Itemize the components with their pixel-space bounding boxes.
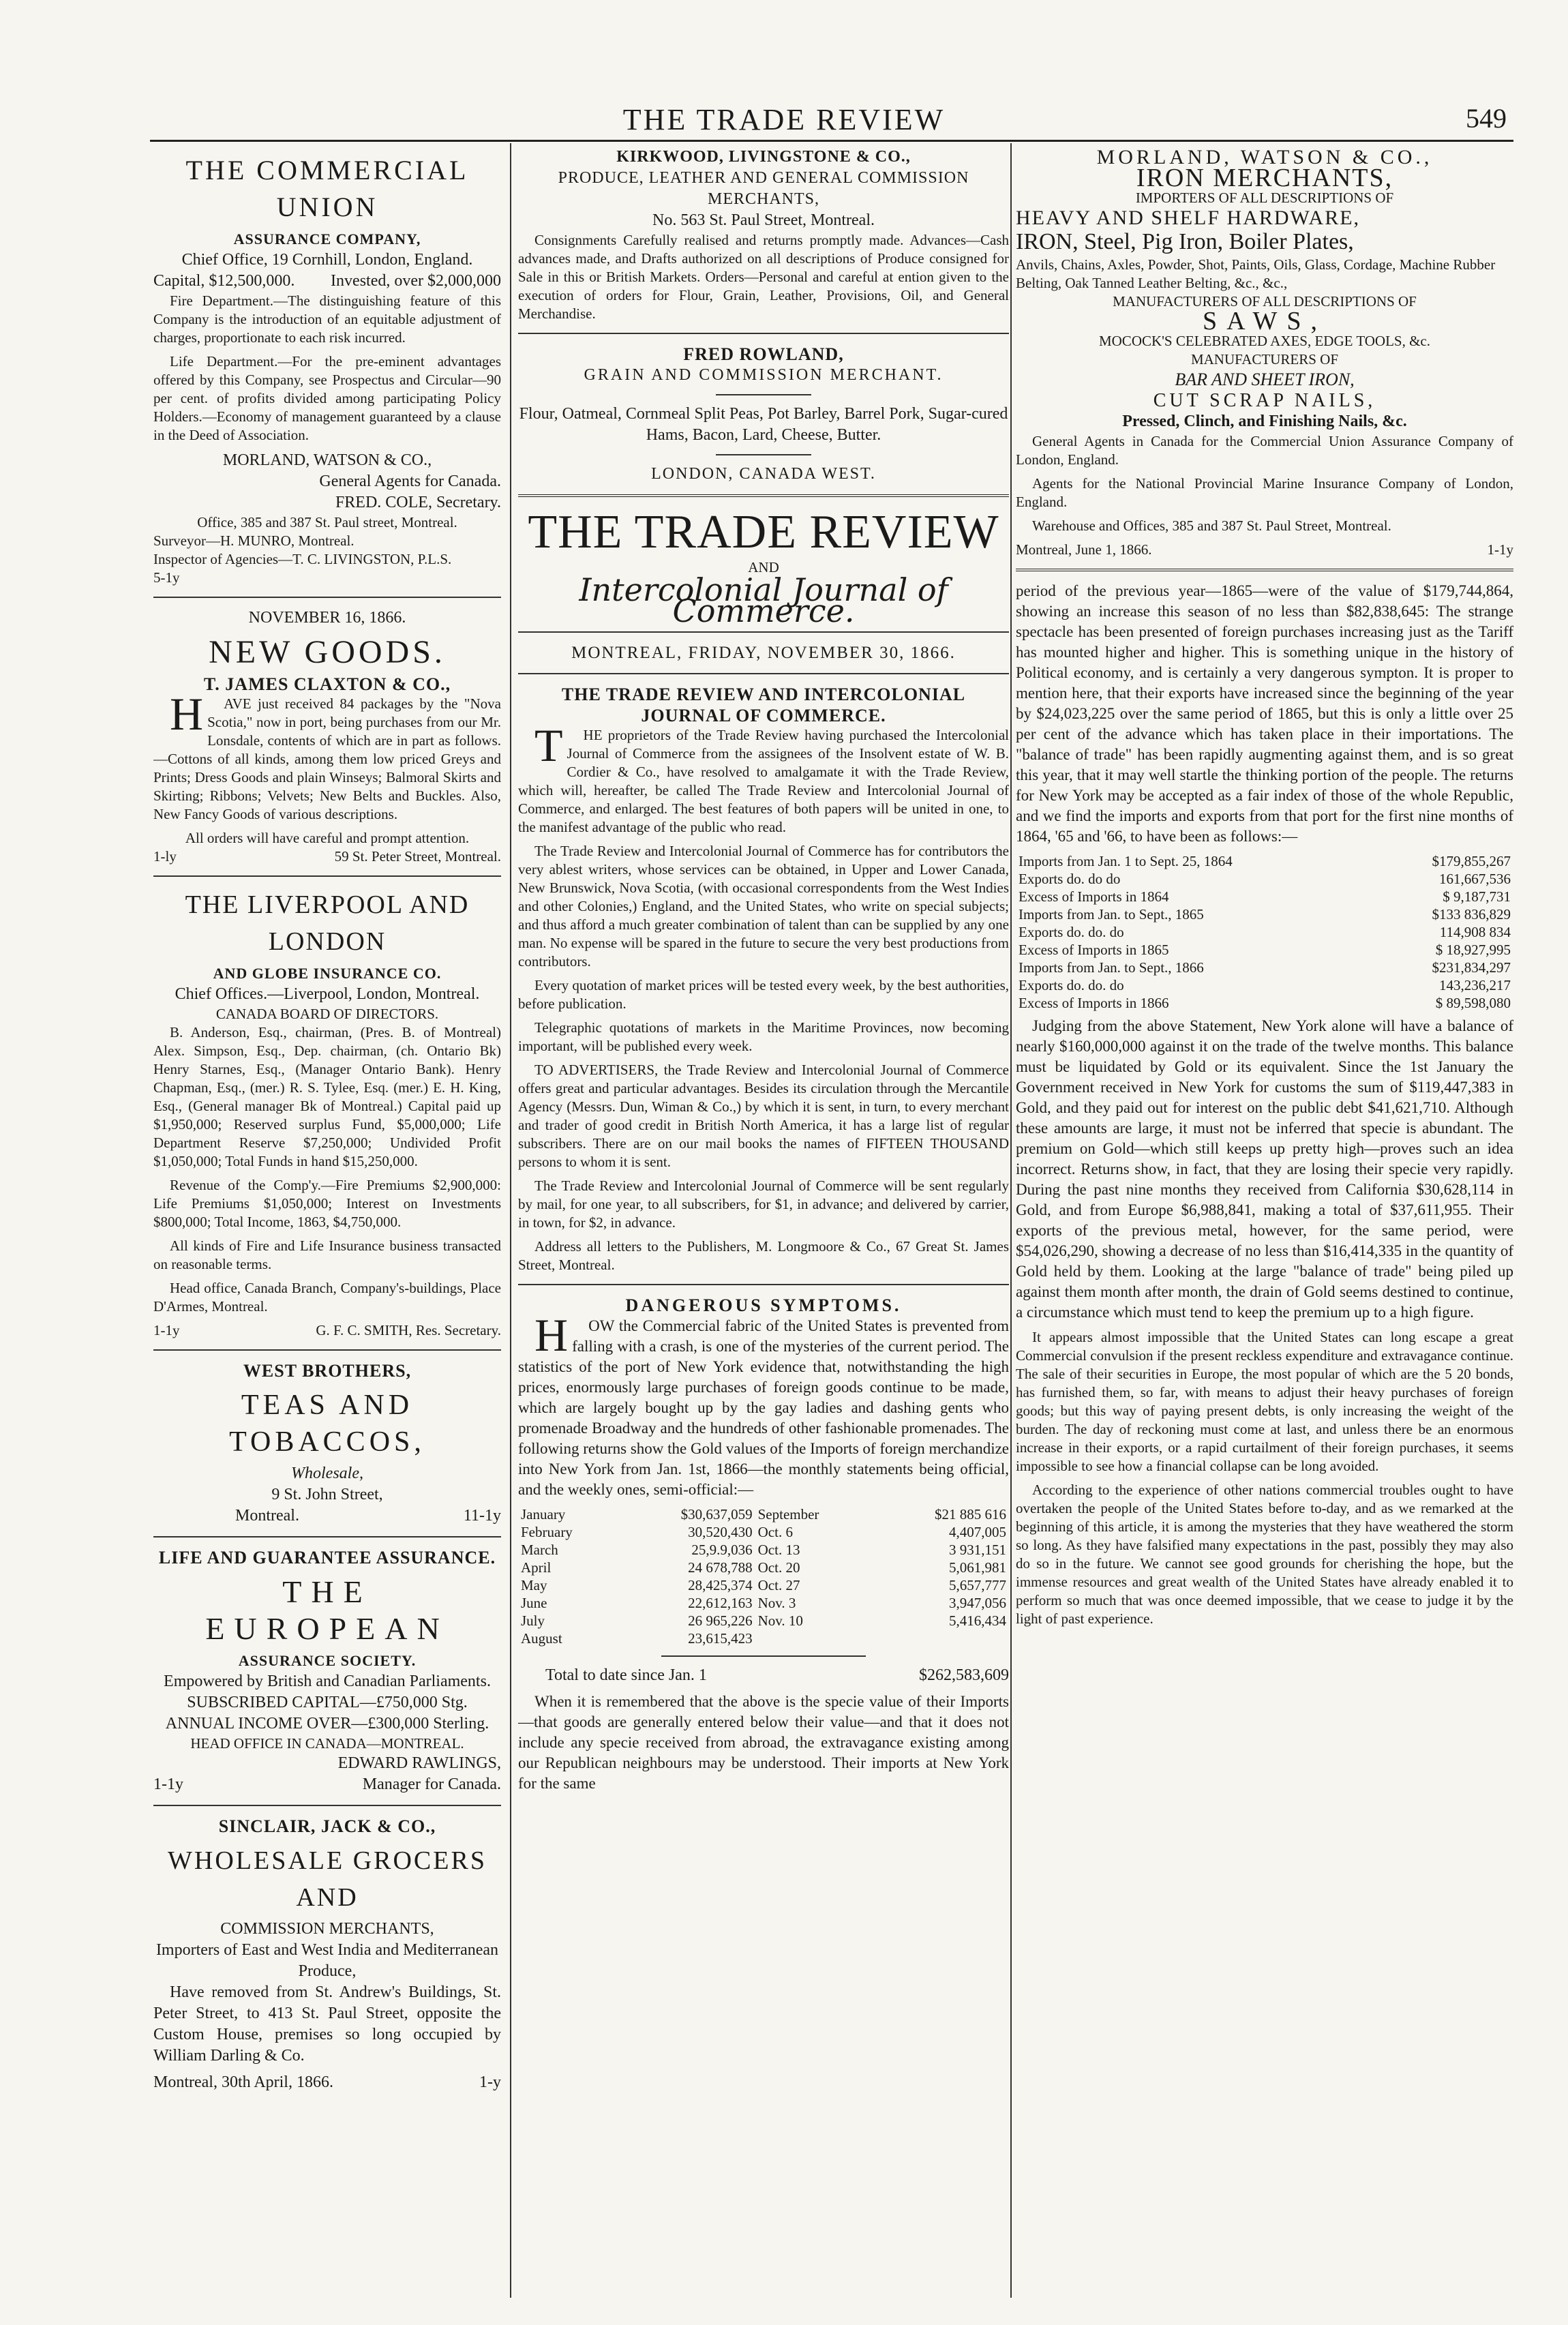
ad-title: MORLAND, WATSON & CO.,: [1096, 147, 1433, 168]
ad-subtitle: PRODUCE, LEATHER AND GENERAL COMMISSION MERCHANTS,: [558, 169, 969, 208]
income: ANNUAL INCOME OVER—£300,000 Sterling.: [165, 1715, 489, 1732]
article-paragraph: TO ADVERTISERS, the Trade Review and Intercolonial Journal of Commerce offers great and particular advantages. Besides its circulation through the Mercantile Agency (Messrs. Dun, Wiman & Co.,) by which it is sent, in turn, to every merchant and trader of good credit in British North America, it has a large list of regular subscribers. There are on our mail books the names of FIFTEEN THOUSAND persons to whom it is sent.: [518, 1062, 1009, 1170]
ad-subtitle: ASSURANCE SOCIETY.: [238, 1652, 417, 1669]
table-row: [518, 1523, 1009, 1541]
month-cell: March: [521, 1542, 558, 1558]
label-cell: Excess of Imports in 1865: [1019, 942, 1169, 958]
address: Office, 385 and 387 St. Paul street, Montreal.: [197, 514, 457, 530]
ad-title: NEW GOODS.: [209, 634, 446, 670]
table-row: [1016, 870, 1513, 888]
table-row: [518, 1505, 1009, 1523]
ad-firm: SINCLAIR, JACK & CO.,: [218, 1816, 436, 1836]
month-cell: Nov. 10: [757, 1612, 803, 1629]
value-cell: $133 836,829: [1432, 906, 1511, 922]
divider: [518, 333, 1009, 334]
divider: [518, 631, 1009, 633]
month-cell: Oct. 13: [757, 1542, 800, 1558]
label-cell: Imports from Jan. to Sept., 1865: [1019, 906, 1204, 922]
total-label: Total to date since Jan. 1: [545, 1666, 707, 1684]
value-cell: 143,236,217: [1439, 977, 1511, 993]
article-paragraph: Telegraphic quotations of markets in the Maritime Provinces, now becoming important, will be published every week.: [518, 1019, 1009, 1054]
table-row: [518, 1541, 1009, 1559]
table-row: [1016, 852, 1513, 870]
board: CANADA BOARD OF DIRECTORS.: [215, 1006, 439, 1022]
invested: Invested, over $2,000,000: [331, 272, 501, 290]
table-row: [1016, 959, 1513, 976]
divider: [518, 673, 1009, 674]
article-paragraph: Judging from the above Statement, New York alone will have a balance of nearly $160,000,000 against it on the trade of the twelve months. This balance must be liquidated by Gold or its equivalent. Since the 1st January the Government received in New York for customs the sum of $119,447,383 in Gold, and they paid out for interest on the public debt $41,621,710. Although these amounts are large, it must not be inferred that specie is abundant. The premium on Gold—which still keeps up pretty high—proves such an idea incorrect. Returns show, in fact, that they are losing their specie very rapidly. During the past nine months they received from California $30,628,114 in Gold, and from Europe $6,988,841, making a total of $37,611,955. Their exports of the previous metal, however, for the same period, were $54,026,290, showing a decrease of no less than $16,414,335 in the quantity of Gold held by them. Looking at the large "balance of trade" being piled up against them month after month, the drain of Gold seems destined to continue, a circumstance which must tend to keep the premium up to a high figure.: [1016, 1017, 1513, 1321]
value-cell: $30,637,059: [680, 1506, 753, 1522]
ad-kind: Wholesale,: [291, 1465, 363, 1482]
masthead-and: AND: [748, 559, 779, 575]
value-cell: $21 885 616: [935, 1506, 1006, 1522]
short-rule: [716, 394, 811, 395]
double-rule: [1016, 569, 1513, 571]
empowered: Empowered by British and Canadian Parliaments.: [164, 1672, 491, 1690]
ad-date: NOVEMBER 16, 1866.: [248, 609, 406, 627]
total-value: $262,583,609: [919, 1666, 1009, 1684]
month-cell: September: [757, 1506, 819, 1522]
importers: Importers of East and West India and Mediterranean Produce,: [155, 1941, 499, 1980]
term: 1-1y: [153, 1775, 183, 1793]
ad-title: THE EUROPEAN: [205, 1574, 449, 1646]
inspector: Inspector of Agencies—T. C. LIVINGSTON, P.L.S.: [153, 551, 452, 567]
month-cell: April: [521, 1559, 552, 1576]
ad-footer: [153, 1505, 501, 1527]
ad-subtitle: AND GLOBE INSURANCE CO.: [213, 965, 442, 982]
value-cell: $ 89,598,080: [1435, 995, 1511, 1011]
column-2: [518, 147, 1009, 2294]
commercial-union-ad: [153, 152, 501, 587]
article-title: THE TRADE REVIEW AND INTERCOLONIAL JOURNAL OF COMMERCE.: [561, 685, 966, 725]
importers: IMPORTERS OF ALL DESCRIPTIONS OF: [1135, 190, 1394, 206]
month-cell: Oct. 27: [757, 1577, 800, 1593]
total-row: [518, 1665, 1009, 1686]
month-cell: Oct. 6: [757, 1524, 793, 1540]
month-cell: August: [521, 1630, 562, 1647]
table-row: [1016, 994, 1513, 1012]
value-cell: 30,520,430: [688, 1524, 753, 1540]
article-title: DANGEROUS SYMPTOMS.: [625, 1295, 902, 1315]
term: 1-1y: [1487, 541, 1513, 558]
masthead-subtitle: Intercolonial Journal of Commerce.: [579, 571, 948, 629]
capital: Capital, $12,500,000.: [153, 272, 295, 290]
editorial-article: [518, 684, 1009, 1274]
month-cell: January: [521, 1506, 566, 1522]
cut-nails: CUT SCRAP NAILS,: [1153, 390, 1376, 411]
ad-label: LIFE AND GUARANTEE ASSURANCE.: [158, 1548, 496, 1567]
ad-role: GRAIN AND COMMISSION MERCHANT.: [584, 366, 944, 384]
capital: SUBSCRIBED CAPITAL—£750,000 Stg.: [187, 1694, 468, 1711]
column-3: [1016, 147, 1513, 2294]
table-row: [1016, 888, 1513, 905]
month-cell: Nov. 3: [757, 1595, 796, 1611]
label-cell: Imports from Jan. 1 to Sept. 25, 1864: [1019, 853, 1233, 869]
ad-name: FRED ROWLAND,: [683, 344, 844, 364]
heavy: HEAVY AND SHELF HARDWARE,: [1016, 207, 1361, 229]
date: Montreal, 30th April, 1866.: [153, 2073, 333, 2091]
value-cell: 5,657,777: [949, 1577, 1006, 1593]
divider: [518, 1284, 1009, 1285]
column-rule: [510, 143, 511, 2298]
article-paragraph: Every quotation of market prices will be tested every week, by the best authorities, before publication.: [518, 977, 1009, 1012]
life-department: Life Department.—For the pre-eminent advantages offered by this Company, see Prospectus and Circular—90 per cent. of profits divided among participating Policy Holders.—Economy of management guaranteed by a clause in the Deed of Association.: [153, 353, 501, 443]
label-cell: Excess of Imports in 1866: [1019, 995, 1169, 1011]
city: Montreal.: [235, 1507, 299, 1525]
label-cell: Exports do. do do: [1019, 871, 1121, 887]
value-cell: 3 931,151: [949, 1542, 1006, 1558]
date: Montreal, June 1, 1866.: [1016, 541, 1152, 558]
masthead-title: THE TRADE REVIEW: [528, 506, 999, 558]
directors: B. Anderson, Esq., chairman, (Pres. B. of Montreal) Alex. Simpson, Esq., Dep. chairman, (ch. Ontario Bk) Henry Starnes, Esq., (Manager Ontario Bank). Henry Chapman, Esq., (mer.) R. S. Tylee, Esq. (mer.) E. H. King, Esq., (General manager Bk of Montreal.) Capital paid up $1,950,000; Reserved surplus Fund, $5,000,000; Life Department Reserve $7,250,000; Undivided Profit $1,050,000; Total Funds in hand $15,250,000.: [153, 1024, 501, 1169]
morland-ad: [1016, 147, 1513, 559]
value-cell: 22,612,163: [688, 1595, 753, 1611]
label-cell: Exports do. do. do: [1019, 924, 1124, 940]
term: 11-1y: [463, 1507, 501, 1525]
table-row: [518, 1612, 1009, 1630]
surveyor: Surveyor—H. MUNRO, Montreal.: [153, 532, 355, 549]
ad-title: TEAS AND TOBACCOS,: [229, 1390, 425, 1458]
article-paragraph: When it is remembered that the above is the specie value of their Imports—that goods are generally entered below their value—and that it does not include any specie received from abroad, the extravagance existing among our Republican neighbours may be understood. Their imports at New York for the same: [518, 1693, 1009, 1792]
value-cell: $ 18,927,995: [1435, 942, 1511, 958]
month-cell: May: [521, 1577, 547, 1593]
ad-firm: T. JAMES CLAXTON & CO.,: [203, 674, 451, 694]
head-office: Head office, Canada Branch, Company's-buildings, Place D'Armes, Montreal.: [153, 1280, 501, 1315]
page-title: THE TRADE REVIEW: [622, 103, 946, 136]
value-cell: [873, 1630, 1009, 1647]
month-cell: June: [521, 1595, 547, 1611]
ad-address: No. 563 St. Paul Street, Montreal.: [652, 211, 875, 229]
kirkwood-ad: [518, 147, 1009, 323]
agents: Agents for the National Provincial Marine Insurance Company of London, England.: [1016, 475, 1513, 510]
ad-title: WHOLESALE GROCERS AND: [168, 1846, 487, 1912]
saws: SAWS,: [1202, 307, 1327, 335]
article-continuation: [1016, 581, 1513, 1628]
header-rule: [150, 140, 1513, 142]
column-1: [153, 147, 501, 2294]
european-ad: [153, 1547, 501, 1795]
value-cell: 5,061,981: [949, 1559, 1006, 1576]
rowland-ad: [518, 344, 1009, 485]
value-cell: 24 678,788: [688, 1559, 753, 1576]
value-cell: $179,855,267: [1432, 853, 1511, 869]
divider: [153, 1536, 501, 1537]
label-cell: Excess of Imports in 1864: [1019, 888, 1169, 905]
ad-body: Consignments Carefully realised and returns promptly made. Advances—Cash advances made, and Drafts authorized on all descriptions of Produce consigned for Sale in this or British Markets. Orders—Personal and careful at ention given to the execution of orders for Flour, Grain, Leather, Provisions, Oil, and General Merchandise.: [518, 232, 1009, 322]
article-paragraph: It appears almost impossible that the United States can long escape a great Commercial convulsion if the present reckless expenditure and extravagance continue. The sale of their securities in Europe, the most popular of which are the 5 20 bonds, has furnished them, so far, with means to adjust their heavy purchases of foreign goods; but this way of paying present debts, is only increasing the weight of the burden. The day of reckoning must come at last, and unless there be an enormous increase in their exports, or a rapid curtailment of their foreign purchases, it seems impossible to see how a financial collapse can be long avoided.: [1016, 1329, 1513, 1474]
short-rule: [661, 1655, 866, 1657]
label-cell: Imports from Jan. to Sept., 1866: [1019, 959, 1204, 976]
value-cell: 114,908 834: [1439, 924, 1511, 940]
value-cell: $231,834,297: [1432, 959, 1511, 976]
term: 1-y: [479, 2073, 501, 2091]
secretary: FRED. COLE, Secretary.: [335, 494, 501, 511]
article-paragraph: THE proprietors of the Trade Review having purchased the Intercolonial Journal of Commerce from the assignees of the Insolvent estate of W. B. Cordier & Co., have resolved to amalgamate it with the Trade Review, which will, hereafter, be called The Trade Review and Intercolonial Journal of Commerce, and enlarged. The best features of both papers will be united in one, to the manifest advantage of the public who read.: [518, 719, 1009, 835]
ad-goods: Flour, Oatmeal, Cornmeal Split Peas, Pot Barley, Barrel Pork, Sugar-cured Hams, Bacon, Lard, Cheese, Butter.: [519, 405, 1008, 444]
article-paragraph: Address all letters to the Publishers, M. Longmoore & Co., 67 Great St. James Street, Montreal.: [518, 1238, 1009, 1273]
liverpool-ad: [153, 886, 501, 1340]
agents-role: General Agents for Canada.: [319, 472, 501, 490]
term: 1-1y: [153, 1322, 180, 1338]
article-paragraph: The Trade Review and Intercolonial Journal of Commerce will be sent regularly by mail, for one year, to all subscribers, for $1, in advance; and delivered by carrier, in town, for $2, in advance.: [518, 1178, 1009, 1231]
ad-footer: [153, 1774, 501, 1795]
term: 1-ly: [153, 848, 177, 865]
ad-body: Have removed from St. Andrew's Buildings, St. Peter Street, to 413 St. Paul Street, opposite the Custom House, premises so long occupied by William Darling & Co.: [153, 1983, 501, 2065]
revenue: Revenue of the Comp'y.—Fire Premiums $2,900,000: Life Premiums $1,050,000; Interest on Investments $800,000; Total Income, 1863, $4,750,000.: [153, 1177, 501, 1230]
divider: [153, 875, 501, 877]
ad-title: KIRKWOOD, LIVINGSTONE & CO.,: [616, 148, 911, 166]
fire-department: Fire Department.—The distinguishing feature of this Company is the introduction of an equitable adjustment of charges, proportionate to each risk incurred.: [153, 292, 501, 346]
warehouse: Warehouse and Offices, 385 and 387 St. Paul Street, Montreal.: [1032, 518, 1391, 534]
table-row: [518, 1559, 1009, 1576]
trade-table: [1016, 852, 1513, 1012]
page-number: 549: [1466, 103, 1507, 134]
term: 5-1y: [153, 569, 180, 586]
imports-table: [518, 1505, 1009, 1647]
month-cell: [755, 1630, 873, 1647]
table-row: [518, 1630, 1009, 1647]
value-cell: 4,407,005: [949, 1524, 1006, 1540]
ad-footer: [1016, 541, 1513, 559]
ad-office: Chief Office, 19 Cornhill, London, England.: [181, 251, 473, 269]
divider: [153, 597, 501, 598]
ad-note: All orders will have careful and prompt attention.: [185, 830, 470, 846]
dangerous-symptoms-article: [518, 1295, 1009, 1794]
ad-footer: [153, 847, 501, 866]
pressed-nails: Pressed, Clinch, and Finishing Nails, &c.: [1122, 412, 1407, 430]
west-brothers-ad: [153, 1360, 501, 1527]
kinds: All kinds of Fire and Life Insurance business transacted on reasonable terms.: [153, 1238, 501, 1272]
value-cell: 25,9.9,036: [691, 1542, 753, 1558]
masthead: [518, 507, 1009, 674]
ad-firm: WEST BROTHERS,: [243, 1361, 412, 1381]
table-row: [1016, 923, 1513, 941]
mocock: MOCOCK'S CELEBRATED AXES, EDGE TOOLS, &c.: [1098, 333, 1431, 349]
ad-subtitle: ASSURANCE COMPANY,: [233, 230, 421, 247]
value-cell: 3,947,056: [949, 1595, 1006, 1611]
article-paragraph: period of the previous year—1865—were of the value of $179,744,864, showing an increase this season of no less than $82,838,645: The strange spectacle has been presented of foreign purchases increasing just as the Tariff has mounted higher and higher. This is something unique in the history of Political economy, and is certainly a very dangerous sympton. It is proper to mention here, that their exports have increased since the beginning of the year by $24,023,225 over the same period of 1865, but this is only a little over 25 per cent of the advance which has taken place in their importations. The "balance of trade" has been rapidly augmenting against them, and is so great this year, that it may well startle the thinking portion of the people. The returns for New York may be accepted as a fair index of those of the whole Republic, and we find the imports and exports from that port for the first nine months of 1864, '65 and '66, to have been as follows:—: [1016, 582, 1513, 845]
items: Anvils, Chains, Axles, Powder, Shot, Paints, Oils, Glass, Cordage, Machine Rubber Belting, Oak Tanned Leather Belting, &c., &c.,: [1016, 256, 1496, 291]
label-cell: Exports do. do. do: [1019, 977, 1124, 993]
ad-body: HAVE just received 84 packages by the "Nova Scotia," now in port, being purchases from our Mr. Lonsdale, contents of which are in part as follows.—Cottons of all kinds, among them low priced Greys and Prints; Dress Goods and plain Winseys; Balmoral Skirts and Skirting; Ribbons; Velvets; New Belts and Buckles. Also, New Fancy Goods of various descriptions.: [153, 688, 501, 822]
value-cell: $ 9,187,731: [1443, 888, 1511, 905]
secretary: G. F. C. SMITH, Res. Secretary.: [316, 1322, 501, 1338]
double-rule: [518, 494, 1009, 497]
table-row: [518, 1576, 1009, 1594]
ad-title: THE LIVERPOOL AND LONDON: [185, 890, 470, 956]
manager: EDWARD RAWLINGS,: [337, 1754, 501, 1772]
table-row: [1016, 941, 1513, 959]
short-rule: [716, 454, 811, 455]
bar-iron: BAR AND SHEET IRON,: [1175, 370, 1355, 389]
table-row: [1016, 976, 1513, 994]
value-cell: 28,425,374: [688, 1577, 753, 1593]
address: 59 St. Peter Street, Montreal.: [334, 848, 501, 865]
iron: IRON, Steel, Pig Iron, Boiler Plates,: [1016, 229, 1354, 254]
divider: [153, 1805, 501, 1806]
month-cell: Oct. 20: [757, 1559, 800, 1576]
value-cell: 161,667,536: [1439, 871, 1511, 887]
agents: General Agents in Canada for the Commercial Union Assurance Company of London, England.: [1016, 433, 1513, 468]
new-goods-ad: [153, 608, 501, 866]
column-rule: [1010, 143, 1012, 2298]
ad-footer: [153, 1321, 501, 1340]
ad-subtitle: IRON MERCHANTS,: [1136, 164, 1393, 192]
table-row: [1016, 905, 1513, 923]
head-office: HEAD OFFICE IN CANADA—MONTREAL.: [190, 1735, 464, 1752]
value-cell: 26 965,226: [688, 1612, 753, 1629]
capital-row: [153, 271, 501, 292]
article-paragraph: According to the experience of other nations commercial troubles ought to have overtaken the people of the United States before to-day, and as we remarked at the beginning of this article, it is among the mysteries that they have weathered the storm so long. As they have falsified many expectations in the past, possibly they may also do so in the future. We cannot see good grounds for cherishing the hope, but the immense resources and great wealth of the United States have already enabled it to perform so much that was once deemed impossible, that we cease to judge it by the light of past experience.: [1016, 1482, 1513, 1627]
ad-footer: [153, 2072, 501, 2093]
value-cell: 23,615,423: [688, 1630, 753, 1647]
divider: [153, 1349, 501, 1351]
ad-offices: Chief Offices.—Liverpool, London, Montreal.: [175, 985, 480, 1003]
month-cell: July: [521, 1612, 545, 1629]
dateline: MONTREAL, FRIDAY, NOVEMBER 30, 1866.: [571, 644, 956, 662]
agents: MORLAND, WATSON & CO.,: [222, 451, 432, 469]
month-cell: February: [521, 1524, 573, 1540]
table-row: [518, 1594, 1009, 1612]
ad-place: LONDON, CANADA WEST.: [651, 465, 876, 483]
ad-address: 9 St. John Street,: [271, 1486, 383, 1503]
manufacturers: MANUFACTURERS OF ALL DESCRIPTIONS OF: [1113, 293, 1417, 310]
manufacturers: MANUFACTURERS OF: [1190, 351, 1339, 368]
ad-subtitle: COMMISSION MERCHANTS,: [220, 1920, 434, 1938]
article-paragraph: HOW the Commercial fabric of the United States is prevented from falling with a crash, is one of the mysteries of the current period. The statistics of the port of New York evidence that, notwithstanding the high prices, enormously large purchases of foreign goods continue to be made, which are largely bought up by the gay ladies and dashing gents who promenade Broadway and the hundreds of other fashionable promenades. The following returns show the Gold values of the Imports of foreign merchandize into New York from Jan. 1st, 1866—the monthly statements being official, and the weekly ones, semi-official:—: [518, 1309, 1009, 1498]
manager-role: Manager for Canada.: [362, 1775, 501, 1793]
running-header: [0, 102, 1568, 143]
ad-title: THE COMMERCIAL UNION: [185, 155, 469, 222]
article-paragraph: The Trade Review and Intercolonial Journal of Commerce has for contributors the very ablest writers, whose services can be obtained, in Upper and Lower Canada, New Brunswick, Nova Scotia, (with occasional correspondents from the West Indies and other Colonies,) England, and the United States, who write on special subjects; and thus afford a much greater combination of talent than can be supplied by any one man. No expense will be spared in the future to secure the very best productions from contributors.: [518, 843, 1009, 970]
sinclair-ad: [153, 1816, 501, 2093]
value-cell: 5,416,434: [949, 1612, 1006, 1629]
